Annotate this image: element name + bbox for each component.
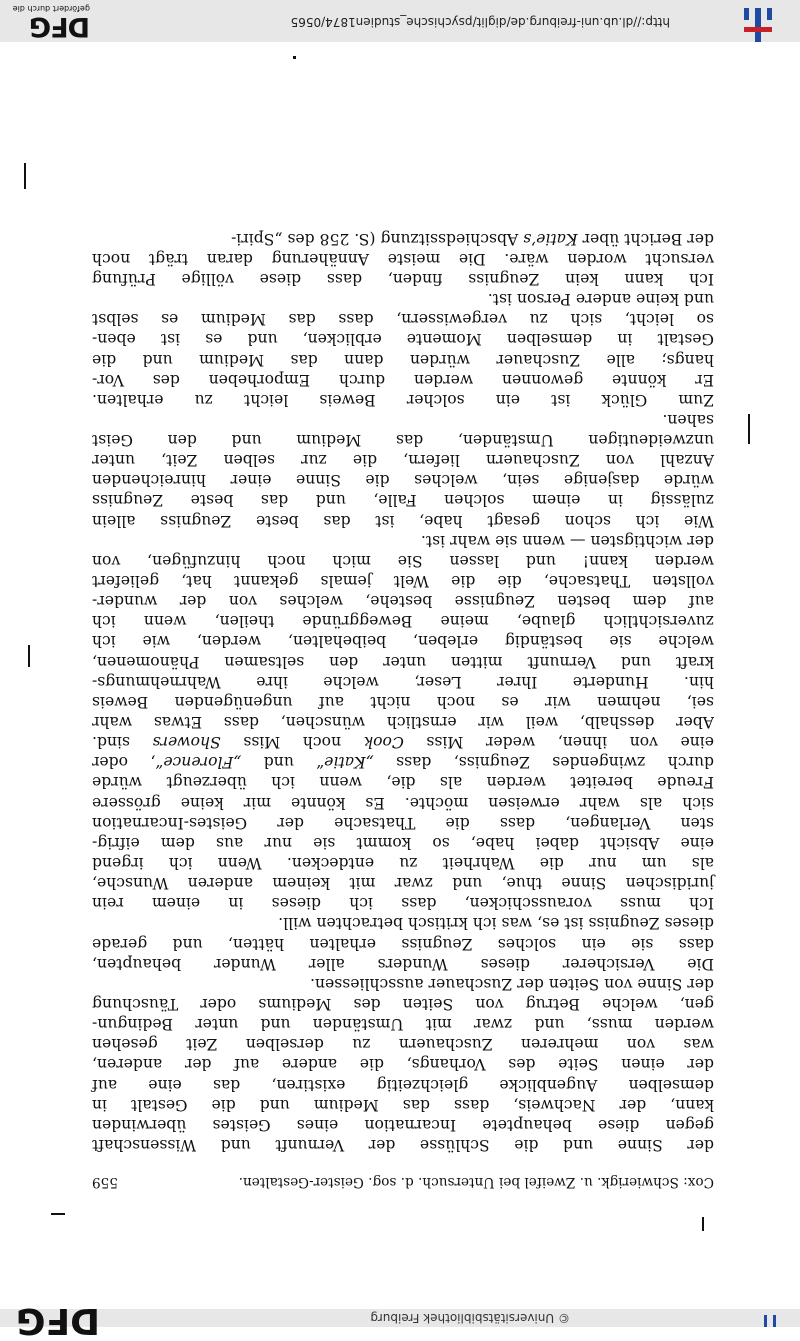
text-line: der einen Seite des Vorhangs, die andere auf der anderen, [92, 1055, 714, 1074]
running-head-title: Cox: Schwierigk. u. Zweifel bei Untersuch. d. sog. Geister-Gestalten. [238, 1174, 714, 1190]
text-line: und keine andere Person ist. [487, 290, 714, 309]
text-line: Wie ich schon gesagt habe, ist das beste Zeugniss allein [92, 511, 714, 530]
text-line: Zum Glück ist ein solcher Beweis leicht zu erhalten. [92, 390, 714, 409]
text-line: eine von ihnen, weder Miss Cook noch Miss Showers sind. [92, 733, 714, 752]
source-url-link[interactable]: http://dl.ub.uni-freiburg.de/diglit/psychische_studien1874/0565 [290, 15, 670, 29]
text-line: der Bericht über Katie’s Abschiedssitzung (S. 258 des „Spiri- [231, 229, 714, 248]
running-head [92, 1174, 714, 1190]
text-line: Anzahl von Zuschauern liefern, die zur selben Zeit, unter [92, 451, 714, 470]
text-line: Aber desshalb, weil wir ernstlich wünschen, dass Etwas wahr [92, 713, 714, 732]
text-line: hangs; alle Zuschauer würden dann das Medium und die [92, 350, 714, 369]
text-line: vollsten Thatsache, die die Welt jemals gekannt hat, geliefert [92, 572, 714, 591]
text-line: Ich muss vorausschicken, dass ich dieses in einem rein [92, 894, 714, 913]
library-mark-icon-fragment [764, 1315, 776, 1327]
text-line: gegen diese behauptete Incarnation eines Geistes überwinden [92, 1115, 714, 1134]
text-line: Ich kann kein Zeugniss finden, dass diese völlige Prüfung [92, 269, 714, 288]
scan-speck [702, 1217, 704, 1231]
dfg-logo-letters: DFG [29, 11, 90, 42]
text-line: gen, welche Betrug von Seiten des Mediums oder Täuschung [92, 995, 714, 1014]
text-line: versucht worden wäre. Die meiste Annäherung daran trägt noch [92, 249, 714, 268]
viewer-header-bar [0, 1300, 800, 1341]
text-line: dass sie ein solches Zeugniss erhalten hätten, und gerade [92, 934, 714, 953]
text-line: der wichtigsten — wenn sie wahr ist. [420, 531, 714, 550]
text-line: kann, der Nachweis, dass das Medium und die Gestalt in [92, 1095, 714, 1114]
scan-speck [293, 56, 296, 59]
page-body-text [92, 229, 714, 1155]
dfg-logo-caption: gefördert durch die [12, 4, 90, 13]
text-line: unzweideutigen Umständen, das Medium und den Geist [92, 431, 714, 450]
text-line: was von mehreren Zuschauern zu derselben Zeit gesehen [92, 1035, 714, 1054]
text-line: auf dem besten Zeugnisse bestehe, welches von der wunder- [92, 592, 714, 611]
text-line: sich als wahr erweisen möchte. Es könnte mir keine grössere [92, 793, 714, 812]
dfg-logo-fragment: DFG [15, 1300, 100, 1341]
text-line: Er könnte gewonnen werden durch Emporheben des Vor- [92, 370, 714, 389]
text-line: als um nur die Wahrheit zu entdecken. Wenn ich irgend [92, 854, 714, 873]
text-line: kraft und Vernunft mitten unter den seltsamen Phänomenen, [92, 652, 714, 671]
text-line: dieses Zeugniss ist es, was ich kritisch betrachten will. [278, 914, 714, 933]
text-line: zuversichtlich glaube, meine Beweggründe theilen, wenn ich [92, 612, 714, 631]
text-line: demselben Augenblicke gleichzeitig existiren, das eine auf [92, 1075, 714, 1094]
page-number: 559 [92, 1174, 118, 1190]
scan-speck [24, 163, 26, 189]
text-line: sahen. [662, 410, 714, 429]
text-line: zulässig in einem solchen Falle, und das beste Zeugniss [92, 491, 714, 510]
text-line: der Sinne und die Schlüsse der Vernunft und Wissenschaft [92, 1136, 714, 1154]
copyright-notice: © Universitätsbibliothek Freiburg [370, 1311, 570, 1325]
text-line: Gestalt in demselben Momente erblicken, und es ist eben- [92, 330, 714, 349]
text-line: der Sinne von Seiten der Zuschauer ausschliessen. [310, 974, 714, 993]
text-line: welche sie beständig erleben, beibehalten, werden, wie ich [92, 632, 714, 651]
scan-speck [51, 1213, 65, 1215]
scan-speck [28, 645, 30, 667]
text-line: Die Versicherer dieses Wunders aller Wunder behaupten, [92, 954, 714, 973]
text-line: werden muss, und zwar mit Umständen und unter Bedingun- [92, 1015, 714, 1034]
viewer-footer-bar [0, 0, 800, 42]
text-line: durch zwingendes Zeugniss, dass „Katie“ und „Florence“, oder [91, 753, 714, 772]
text-line: hin. Hunderte Ihrer Leser, welche ihre Wahrnehmungs- [92, 672, 714, 691]
text-line: sten Verlangen, dass die Thatsache der Geistes-Incarnation [92, 813, 714, 832]
scan-speck [748, 414, 750, 444]
text-line: würde dasjenige sein, welches die Sinne einer hinreichenden [92, 471, 714, 490]
text-line: so leicht, sich zu vergewissern, dass das Medium es selbst [92, 310, 714, 329]
text-line: Freude bereitet werden als die, wenn ich überzeugt würde [92, 773, 714, 792]
text-line: juridischen Sinne thue, und zwar mit keinem anderen Wunsche, [92, 874, 714, 893]
text-line: eine Absicht dabei habe, so kommt sie nur aus dem eifrig- [92, 833, 714, 852]
library-logo-icon [738, 2, 778, 42]
text-line: sei, nehmen wir es noch nicht auf ungenügenden Beweis [92, 692, 714, 711]
dfg-logo [8, 3, 90, 42]
text-line: werden kann! und lassen Sie mich noch hinzufügen, von [92, 551, 714, 570]
